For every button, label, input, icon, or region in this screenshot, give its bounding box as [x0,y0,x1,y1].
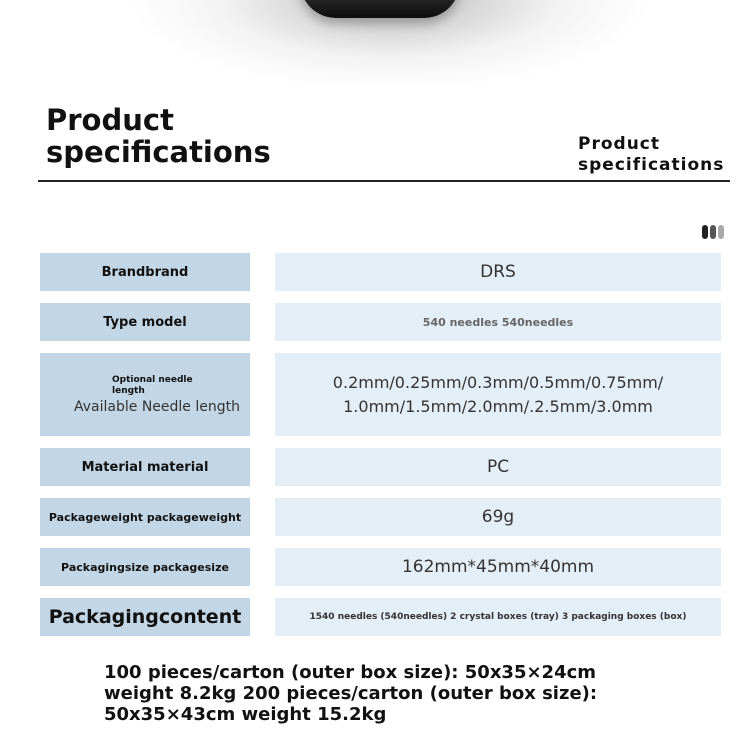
spec-value-model: 540 needles 540needles [275,303,721,341]
divider [38,180,730,182]
spec-label-needle-length-main: Available Needle length [74,398,240,415]
dot-icon [710,225,716,239]
spec-label-brand: Brandbrand [40,253,250,291]
spec-label-package-size: Packagingsize packagesize [40,548,250,586]
page-title: Product specifications [46,103,271,169]
page-subtitle: Product specifications [578,134,725,175]
spec-value-packaging-content: 1540 needles (540needles) 2 crystal boxes (tray) 3 packaging boxes (box) [275,598,721,636]
dot-icon [702,225,708,239]
product-hero-image [0,0,750,110]
spec-value-material: PC [275,448,721,486]
spec-label-package-weight: Packageweight packageweight [40,498,250,536]
spec-value-package-weight: 69g [275,498,721,536]
dot-icon [718,225,724,239]
spec-value-brand: DRS [275,253,721,291]
pagination-dots [702,225,724,239]
needle-cartridge-image [300,0,460,18]
spec-label-model: Type model [40,303,250,341]
spec-label-needle-length-small: Optional needle length [112,374,193,396]
needle-length-line-1: 0.2mm/0.25mm/0.3mm/0.5mm/0.75mm/ [332,372,664,392]
carton-info: 100 pieces/carton (outer box size): 50x35×24cm weight 8.2kg 200 pieces/carton (outer box size): 50x35×43cm weight 15.2kg [104,662,598,725]
spec-label-needle-length [40,353,250,436]
spec-value-package-size: 162mm*45mm*40mm [275,548,721,586]
spec-label-material: Material material [40,448,250,486]
spec-label-packaging-content: Packagingcontent [40,598,250,636]
needle-length-line-2: 1.0mm/1.5mm/2.0mm/.2.5mm/3.0mm [343,396,653,416]
spec-value-needle-length [275,353,721,436]
